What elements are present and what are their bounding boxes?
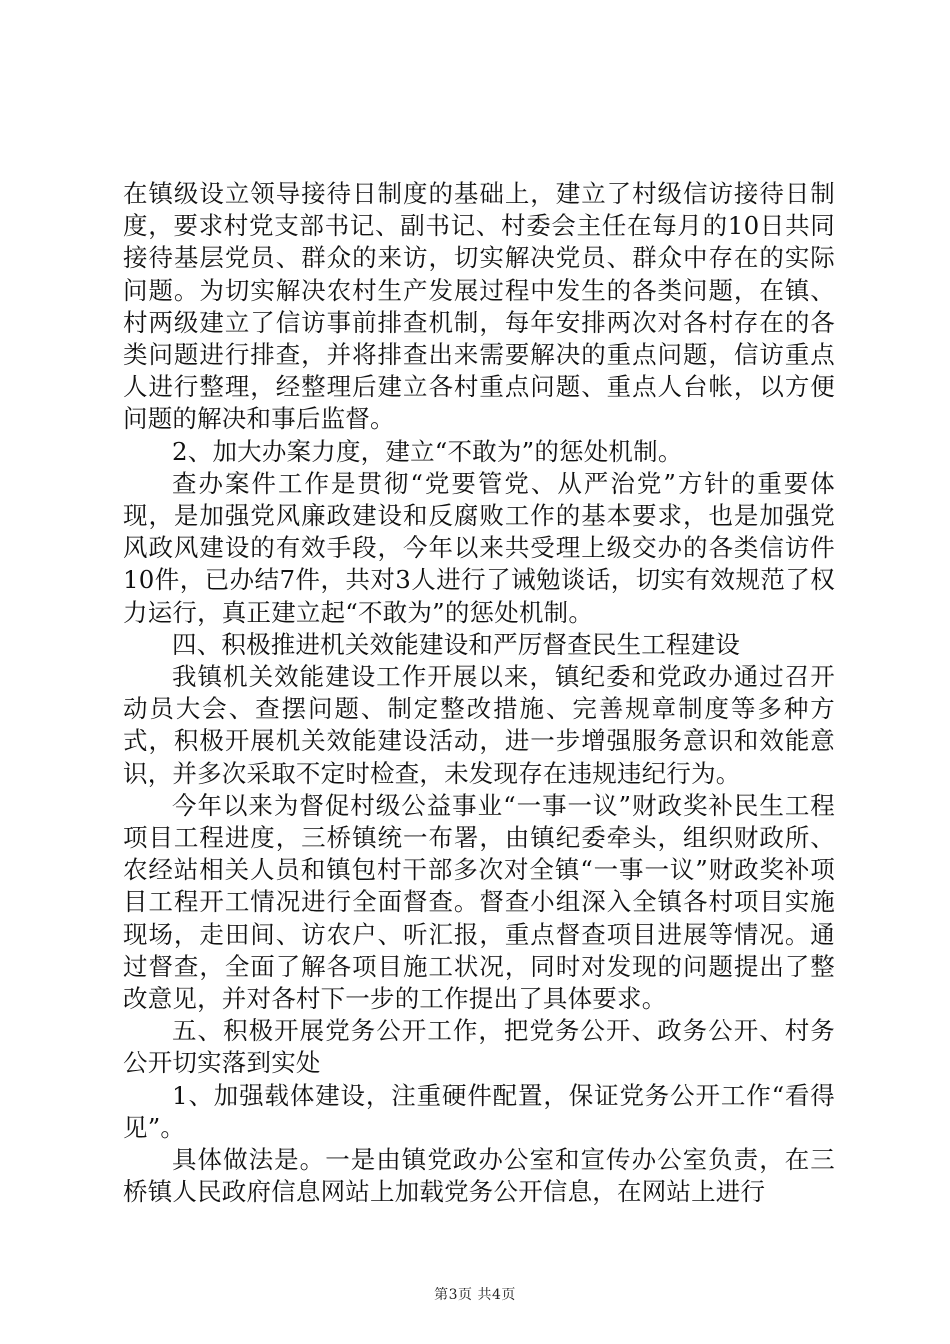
section-heading-party-affairs: 五、积极开展党务公开工作，把党务公开、政务公开、村务公开切实落到实处 xyxy=(123,1016,835,1078)
paragraph-efficiency-building: 我镇机关效能建设工作开展以来，镇纪委和党政办通过召开动员大会、查摆问题、制定整改措施、完善规章制度等多种方式，积极开展机关效能建设活动，进一步增强服务意识和效能意识，并多次采取不定时检查，未发现存在违规违纪行为。 xyxy=(123,662,835,788)
subheading-carrier-construction: 1、加强载体建设，注重硬件配置，保证党务公开工作“看得见”。 xyxy=(123,1080,835,1142)
document-body xyxy=(123,178,835,1209)
section-heading-efficiency: 四、积极推进机关效能建设和严厉督查民生工程建设 xyxy=(172,629,741,659)
paragraph-livelihood-inspection: 今年以来为督促村级公益事业“一事一议”财政奖补民生工程项目工程进度，三桥镇统一布署，由镇纪委牵头，组织财政所、农经站相关人员和镇包村干部多次对全镇“一事一议”财政奖补项目工程开工情况进行全面督查。督查小组深入全镇各村项目实施现场，走田间、访农户、听汇报，重点督查项目进展等情况。通过督查，全面了解各项目施工状况，同时对发现的问题提出了整改意见，并对各村下一步的工作提出了具体要求。 xyxy=(123,790,835,1014)
page-footer: 第3页 共4页 xyxy=(434,1287,516,1303)
paragraph-reception-day-system: 在镇级设立领导接待日制度的基础上，建立了村级信访接待日制度，要求村党支部书记、副书记、村委会主任在每月的10日共同接待基层党员、群众的来访，切实解决党员、群众中存在的实际问题。为切实解决农村生产发展过程中发生的各类问题，在镇、村两级建立了信访事前排查机制，每年安排两次对各村存在的各类问题进行排查，并将排查出来需要解决的重点问题，信访重点人进行整理，经整理后建立各村重点问题、重点人台帐，以方便问题的解决和事后监督。 xyxy=(123,179,835,434)
paragraph-case-handling: 查办案件工作是贯彻“党要管党、从严治党”方针的重要体现，是加强党风廉政建设和反腐败工作的基本要求，也是加强党风政风建设的有效手段，今年以来共受理上级交办的各类信访件10件，已办结7件，共对3人进行了诫勉谈话，切实有效规范了权力运行，真正建立起“不敢为”的惩处机制。 xyxy=(123,468,835,627)
subheading-case-handling: 2、加大办案力度，建立“不敢为”的惩处机制。 xyxy=(172,436,683,466)
paragraph-specific-practice: 具体做法是。一是由镇党政办公室和宣传办公室负责，在三桥镇人民政府信息网站上加载党务公开信息，在网站上进行 xyxy=(123,1145,835,1207)
